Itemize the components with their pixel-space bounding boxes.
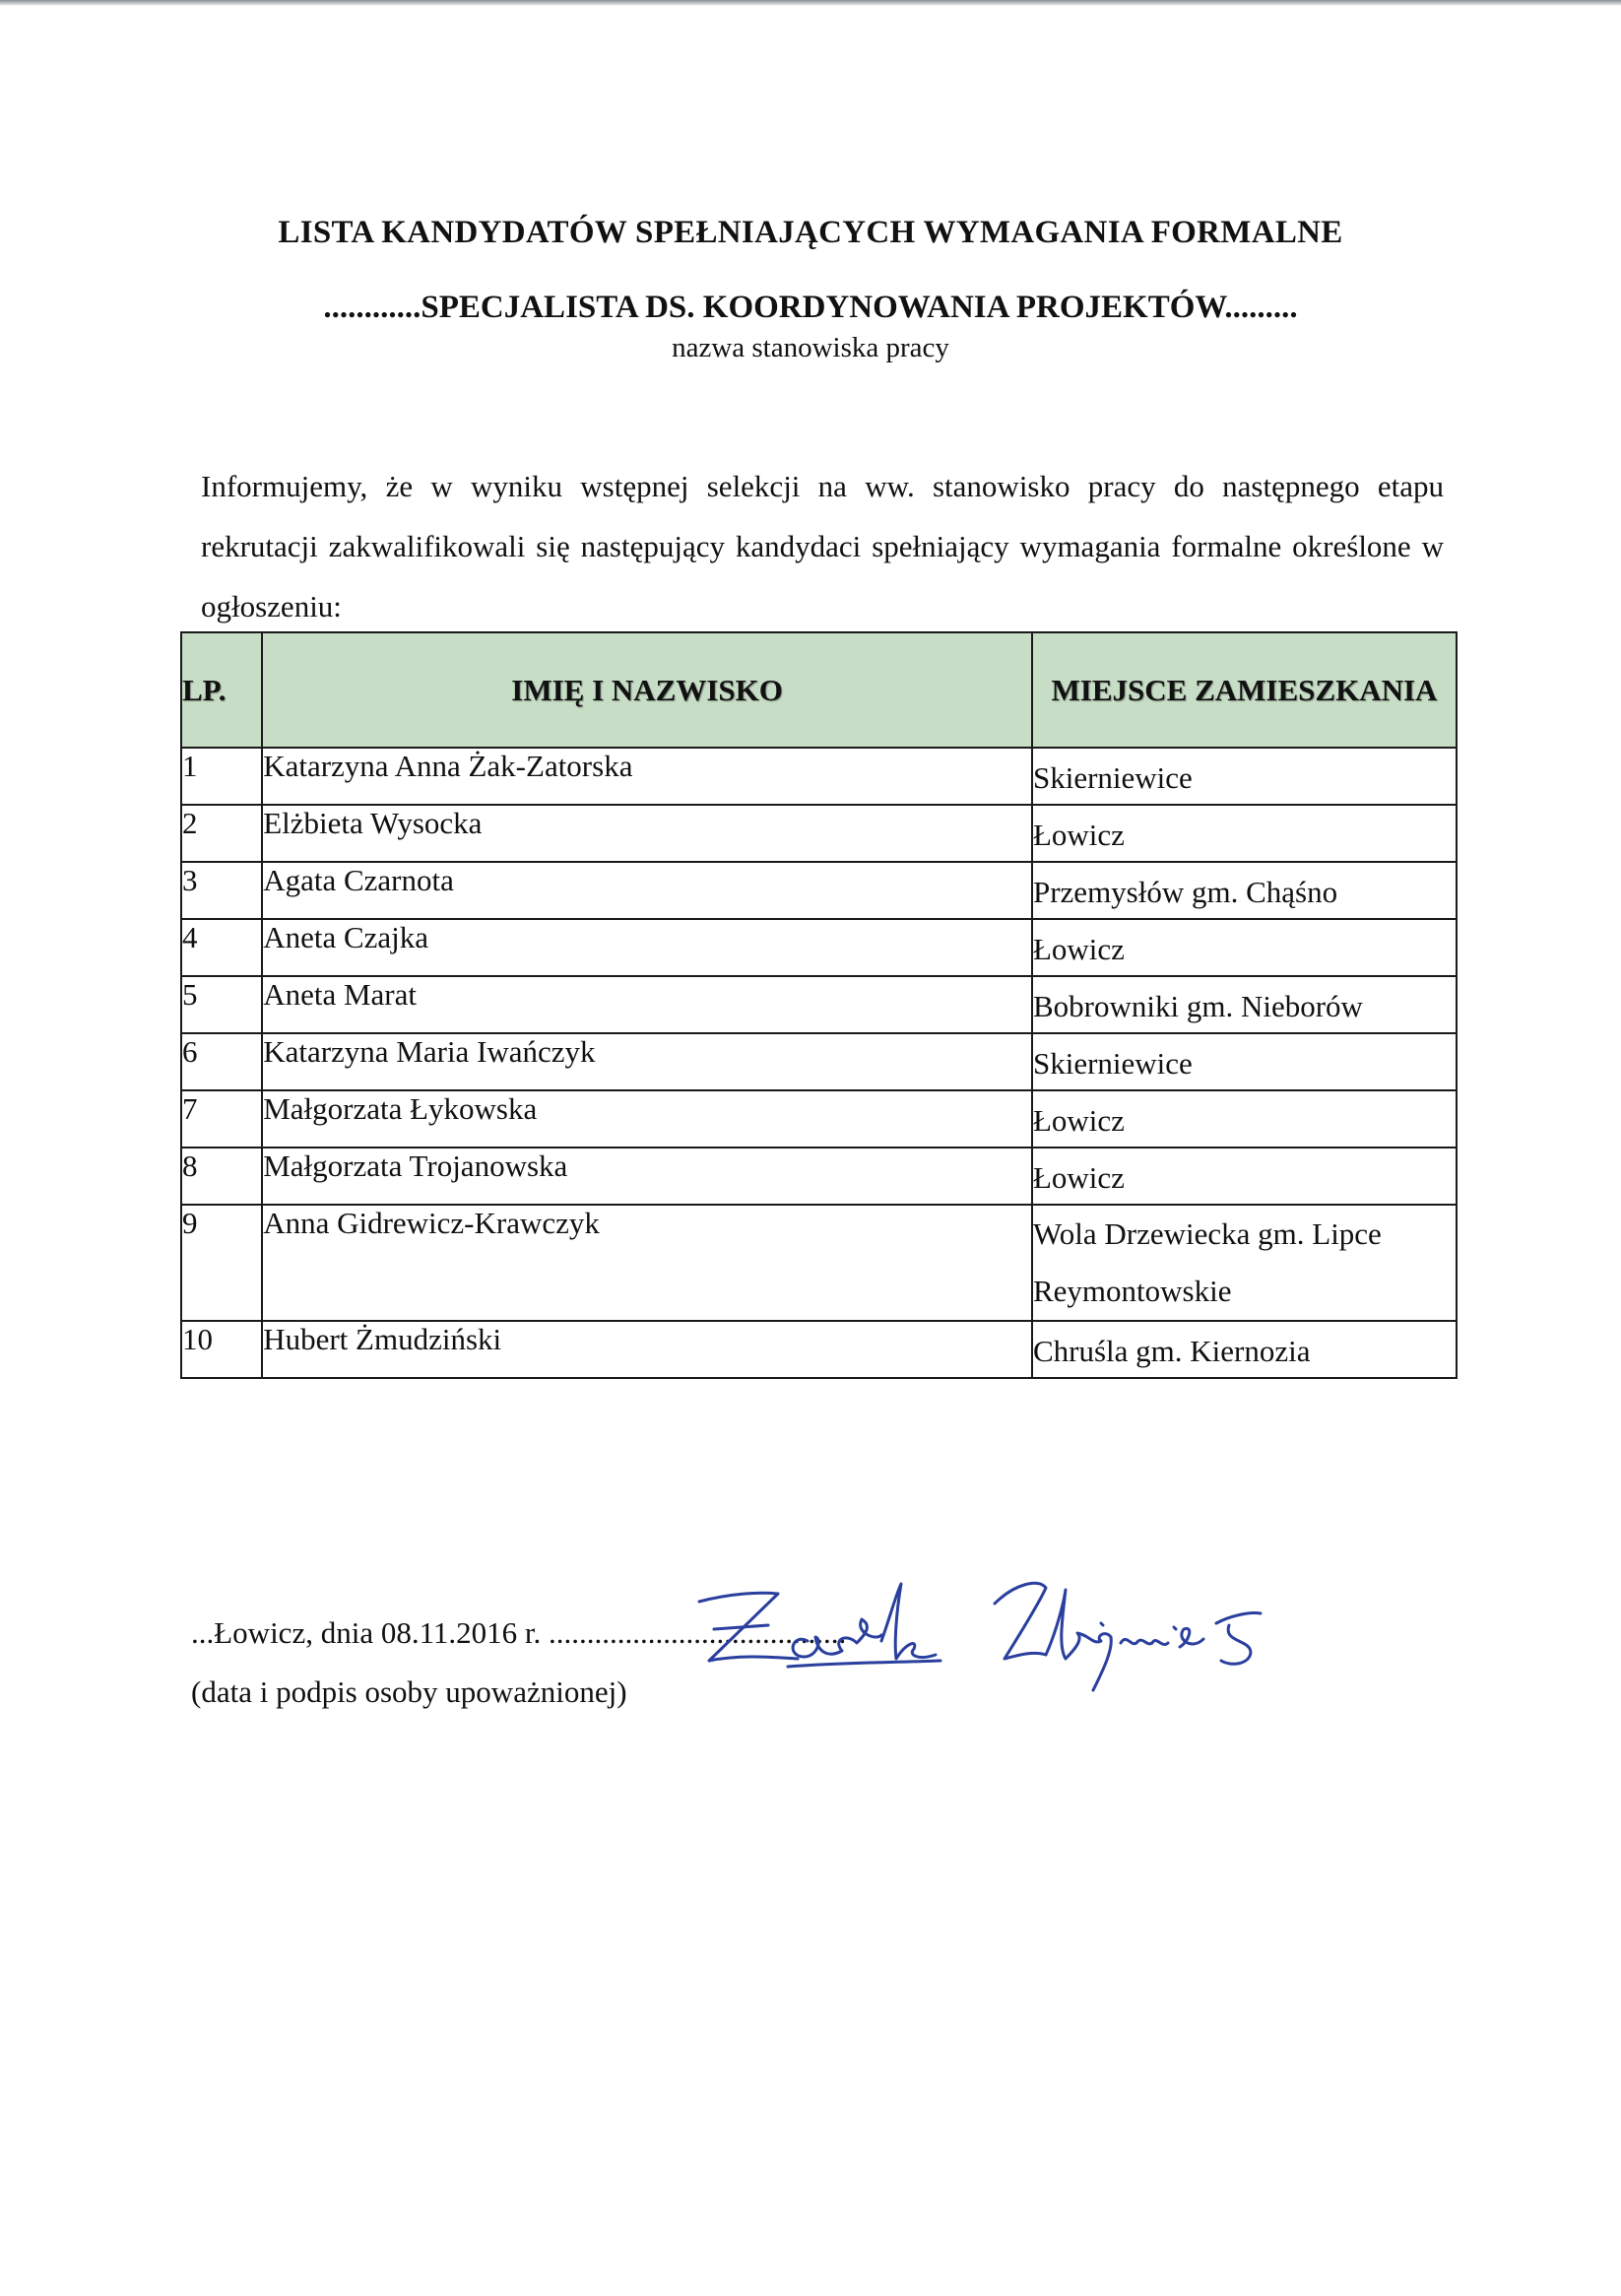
table-row [181,976,1457,1033]
header-place: MIEJSCE ZAMIESZKANIA [1032,632,1457,748]
cell-lp: 9 [181,1205,262,1321]
signature-stroke [1121,1627,1203,1647]
cell-lp: 5 [181,976,262,1033]
cell-name: Katarzyna Maria Iwańczyk [262,1033,1032,1090]
cell-name: Aneta Marat [262,976,1032,1033]
cell-lp: 1 [181,748,262,805]
cell-place: Łowicz [1032,805,1457,862]
table-row [181,1321,1457,1378]
signature-caption: (data i podpis osoby upoważnionej) [191,1674,627,1709]
cell-name: Anna Gidrewicz-Krawczyk [262,1205,1032,1321]
position-name: ............SPECJALISTA DS. KOORDYNOWANIA PROJEKTÓW......... [323,290,1298,325]
signature-stroke [1216,1612,1261,1664]
cell-name: Aneta Czajka [262,919,1032,976]
cell-lp: 7 [181,1090,262,1148]
signature-stroke [788,1661,940,1667]
cell-place: Chruśla gm. Kiernozia [1032,1321,1457,1378]
table-row [181,1033,1457,1090]
table-row [181,919,1457,976]
cell-lp: 3 [181,862,262,919]
position-caption: nazwa stanowiska pracy [672,332,949,363]
cell-name: Elżbieta Wysocka [262,805,1032,862]
cell-place: Skierniewice [1032,1033,1457,1090]
signature-stroke [1046,1590,1111,1690]
cell-lp: 8 [181,1148,262,1205]
cell-lp: 6 [181,1033,262,1090]
cell-lp: 2 [181,805,262,862]
signature-stroke [714,1625,768,1629]
cell-name: Małgorzata Trojanowska [262,1148,1032,1205]
table-row [181,1205,1457,1321]
table-row [181,1090,1457,1148]
header-name: IMIĘ I NAZWISKO [262,632,1032,748]
date-place-line: ...Łowicz, dnia 08.11.2016 r. ....................................... [191,1615,847,1650]
cell-place: Bobrowniki gm. Nieborów [1032,976,1457,1033]
cell-name: Agata Czarnota [262,862,1032,919]
cell-name: Hubert Żmudziński [262,1321,1032,1378]
table-row [181,748,1457,805]
cell-place: Wola Drzewiecka gm. Lipce Reymontowskie [1032,1205,1457,1321]
table-row [181,862,1457,919]
table-row [181,805,1457,862]
table-row [181,1148,1457,1205]
signature-stroke [793,1619,881,1657]
document-title: LISTA KANDYDATÓW SPEŁNIAJĄCYCH WYMAGANIA FORMALNE [278,215,1343,250]
intro-paragraph: Informujemy, że w wyniku wstępnej selekcji na ww. stanowisko pracy do następnego etapu rekrutacji zakwalifikowali się następujący kandydaci spełniający wymagania formalne określone w ogłoszeniu: [201,469,1444,623]
signature-stroke [995,1583,1046,1659]
scan-top-edge [0,0,1621,6]
cell-lp: 10 [181,1321,262,1378]
candidates-table [180,631,1458,1379]
cell-name: Katarzyna Anna Żak-Zatorska [262,748,1032,805]
cell-place: Łowicz [1032,1148,1457,1205]
cell-place: Łowicz [1032,1090,1457,1148]
handwritten-signature [660,1564,1310,1702]
table-header-row [181,632,1457,748]
cell-lp: 4 [181,919,262,976]
cell-name: Małgorzata Łykowska [262,1090,1032,1148]
signature-stroke [881,1584,936,1659]
cell-place: Przemysłów gm. Chąśno [1032,862,1457,919]
cell-place: Skierniewice [1032,748,1457,805]
header-lp: LP. [181,632,262,748]
cell-place: Łowicz [1032,919,1457,976]
